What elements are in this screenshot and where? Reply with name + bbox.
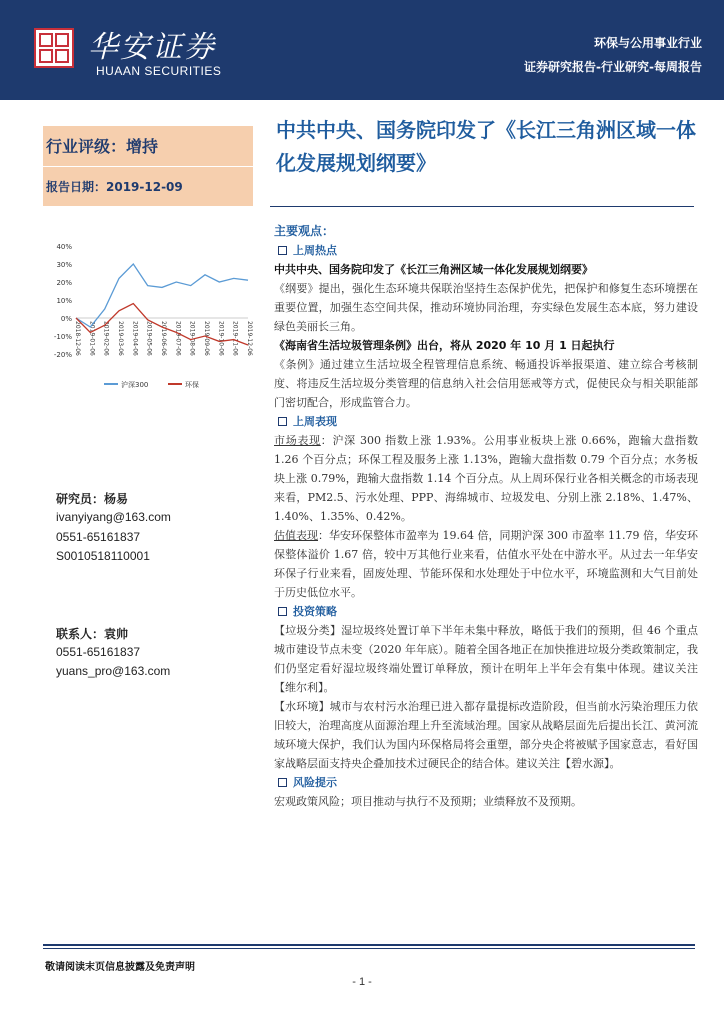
y-tick-label: 10% bbox=[56, 297, 72, 305]
hot-topic-2-body: 《条例》通过建立生活垃圾全程管理信息系统、畅通投诉举报渠道、建立综合考核制度、将违反生活垃圾分类管理的信息纳入社会信用惩戒等方式，促使民众与相关职能部门密切配合，形成监管合力。 bbox=[274, 358, 698, 409]
key-points-heading: 主要观点： bbox=[274, 224, 335, 238]
x-tick-label: 2019-07-06 bbox=[174, 321, 182, 356]
hot-topic-1-body: 《纲要》提出，强化生态环境共保联治坚持生态保护优先，把保护和修复生态环境摆在重要位置，加强生态空间共保，推动环境协同治理，夯实绿色发展生态本底，努力建设绿色美丽长三角。 bbox=[274, 282, 698, 333]
legend-label: 沪深300 bbox=[121, 381, 149, 389]
section-strategy: 投资策略 bbox=[274, 602, 698, 621]
contact-phone: 0551-65161837 bbox=[56, 645, 141, 659]
logo-english-name: HUAAN SECURITIES bbox=[96, 64, 222, 78]
hot-topic-2-title: 《海南省生活垃圾管理条例》出台，将从 2020 年 10 月 1 日起执行 bbox=[274, 339, 615, 352]
report-type: 证券研究报告-行业研究-每周报告 bbox=[524, 60, 702, 74]
x-tick-label: 2019-01-06 bbox=[88, 321, 96, 356]
report-header bbox=[0, 0, 724, 100]
report-date: 报告日期：2019-12-09 bbox=[46, 180, 183, 194]
main-content bbox=[274, 222, 698, 811]
analyst-phone: 0551-65161837 bbox=[56, 530, 141, 544]
performance-chart bbox=[48, 240, 258, 390]
footer-divider bbox=[43, 944, 695, 946]
x-tick-label: 2019-02-06 bbox=[102, 321, 110, 356]
market-performance: 市场表现：沪深 300 指数上涨 1.93%。公用事业板块上涨 0.66%，跑输大盘指数 1.26 个百分点；环保工程及服务上涨 1.13%，跑输大盘指数 0.79 个百分点；水务板块上涨 0.79%，跑输大盘指数 1.14 个百分点。从上周环保行业各相关概念的市场表现来看，PM2.5、污水处理、PPP、海绵城市、垃圾发电、分别上涨 2.18%、1.47%、1.40%、1.35%、0.42%。 bbox=[274, 434, 698, 523]
strategy-garbage-sorting: 【垃圾分类】湿垃圾终处置订单下半年未集中释放，略低于我们的预期，但 46 个重点城市建设节点未变（2020 年年底）。随着全国各地正在加快推进垃圾分类政策制定，我们仍坚定看好湿垃圾终端处置订单释放，预计在明年上半年会有集中体现。建议关注【维尔利】。 bbox=[274, 624, 698, 694]
x-tick-label: 2019-04-06 bbox=[131, 321, 139, 356]
section-hot-topics: 上周热点 bbox=[274, 241, 698, 260]
footer-divider-thin bbox=[43, 948, 695, 949]
x-tick-label: 2019-05-06 bbox=[145, 321, 153, 356]
industry-rating: 行业评级：增持 bbox=[46, 137, 159, 156]
y-tick-label: -20% bbox=[53, 351, 72, 359]
legend-label: 环保 bbox=[185, 381, 199, 389]
y-tick-label: -10% bbox=[53, 333, 72, 341]
checkbox-bullet-icon bbox=[278, 417, 287, 426]
contact-email[interactable]: yuans_pro@163.com bbox=[56, 664, 171, 678]
y-tick-label: 20% bbox=[56, 279, 72, 287]
x-tick-label: 2019-03-06 bbox=[117, 321, 124, 356]
hot-topic-1-title: 中共中央、国务院印发了《长江三角洲区域一体化发展规划纲要》 bbox=[274, 263, 593, 276]
x-tick-label: 2019-09-06 bbox=[203, 321, 210, 356]
page-number: - 1 - bbox=[352, 976, 372, 988]
checkbox-bullet-icon bbox=[278, 778, 287, 787]
disclaimer: 敬请阅读末页信息披露及免责声明 bbox=[45, 962, 195, 973]
valuation-performance: 估值表现：华安环保整体市盈率为 19.64 倍，同期沪深 300 市盈率 11.79 倍，华安环保整体溢价 1.67 倍，较中万其他行业来看，估值水平处在中游水平。从过去一年华安环保子行业来看，固废处理、节能环保和水处理处于中位水平，环境监测和大气目前处于历史低位水平。 bbox=[274, 529, 698, 599]
performance-chart-svg bbox=[48, 240, 258, 390]
x-tick-label: 2019-10-06 bbox=[217, 321, 225, 356]
section-risk: 风险提示 bbox=[274, 773, 698, 792]
title-divider bbox=[270, 206, 694, 207]
checkbox-bullet-icon bbox=[278, 246, 287, 255]
section-performance: 上周表现 bbox=[274, 412, 698, 431]
analyst-name: 研究员：杨易 bbox=[56, 492, 129, 506]
analyst-certificate: S0010518110001 bbox=[56, 549, 150, 563]
report-title: 中共中央、国务院印发了《长江三角洲区域一体化发展规划纲要》 bbox=[276, 118, 696, 175]
checkbox-bullet-icon bbox=[278, 607, 287, 616]
x-tick-label: 2018-12-06 bbox=[74, 321, 81, 356]
series-line-hs300 bbox=[76, 264, 248, 327]
x-tick-label: 2019-12-06 bbox=[246, 321, 253, 356]
rating-divider bbox=[43, 166, 253, 167]
risk-warning: 宏观政策风险；项目推动与执行不及预期；业绩释放不及预期。 bbox=[274, 795, 582, 808]
strategy-water-environment: 【水环境】城市与农村污水治理已进入都存量提标改造阶段，但当前水污染治理压力依旧较大，治理高度从面源治理上升至流域治理。国家从战略层面先后提出长江、黄河流域环境大保护，我们认为国内环保格局将会重塑，部分央企将被赋予国家意志，看好国家战略层面支持央企叠加技术过硬民企的结合体。建议关注【碧水源】。 bbox=[274, 700, 698, 770]
industry-name: 环保与公用事业行业 bbox=[593, 36, 702, 50]
x-tick-label: 2019-08-06 bbox=[188, 321, 196, 356]
y-tick-label: 30% bbox=[56, 261, 72, 269]
x-tick-label: 2019-11-06 bbox=[231, 321, 239, 356]
y-tick-label: 0% bbox=[60, 315, 72, 323]
contact-name: 联系人：袁帅 bbox=[56, 627, 129, 641]
logo-chinese-name: 华安证券 bbox=[88, 30, 216, 65]
x-tick-label: 2019-06-06 bbox=[160, 321, 167, 356]
huaan-logo-icon bbox=[34, 28, 74, 68]
y-tick-label: 40% bbox=[56, 243, 72, 251]
analyst-email[interactable]: ivanyiyang@163.com bbox=[56, 510, 171, 524]
